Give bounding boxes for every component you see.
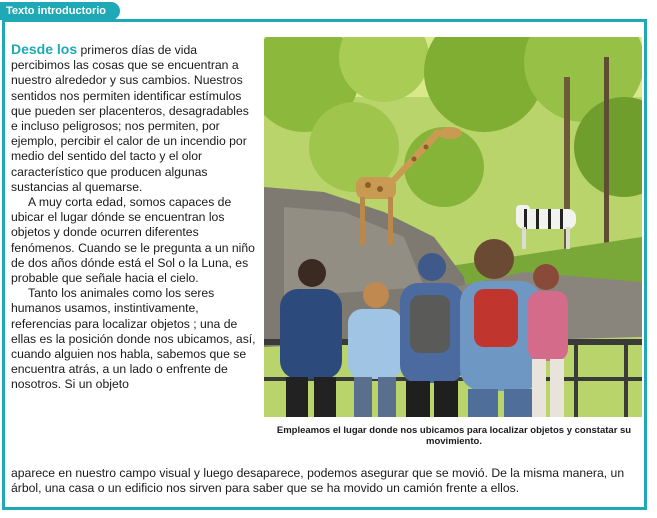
- zoo-photo: [264, 37, 642, 417]
- paragraph-3-continuation: aparece en nuestro campo visual y luego desaparece, podemos asegurar que se movió. De la misma manera, un árbol, una casa o un edificio nos sirven para saber que se ha movido un camión frente a ellos.: [11, 466, 625, 496]
- photo-caption: Empleamos el lugar donde nos ubicamos para localizar objetos y constatar su movimiento.: [276, 425, 632, 447]
- paragraph-2: A muy corta edad, somos capaces de ubicar el lugar dónde se encuentran los objetos y donde ocurren diferentes fenómenos. Cuando se le pregunta a un niño de dos años dónde está el Sol o la Luna, es probable que señale hacia el cielo.: [11, 195, 255, 286]
- section-tab: Texto introductorio: [0, 2, 120, 20]
- lead-words: Desde los: [11, 41, 78, 57]
- paragraph-1: [11, 42, 256, 195]
- paragraph-3: Tanto los animales como los seres humanos usamos, instintivamente, referencias para localizar objetos ; una de ellas es la posición donde nos ubicamos, así, cuando alguien nos habla, sabemos que se encuentra atrás, a un lado o enfrente de nosotros. Si un objeto: [11, 286, 256, 392]
- intro-text-column: [11, 42, 256, 393]
- zoo-scene-illustration: [264, 37, 642, 417]
- paragraph-1-text: primeros días de vida percibimos las cosas que se encuentran a nuestro alrededor y sus cambios. Nuestros sentidos nos permiten identificar estímulos que pueden ser placenteros, desagradables e incluso peligrosos; nos permiten, por ejemplo, percibir el calor de un incendio por medio del sentido del tacto y el olor característico que producen algunas sustancias al quemarse.: [11, 43, 249, 194]
